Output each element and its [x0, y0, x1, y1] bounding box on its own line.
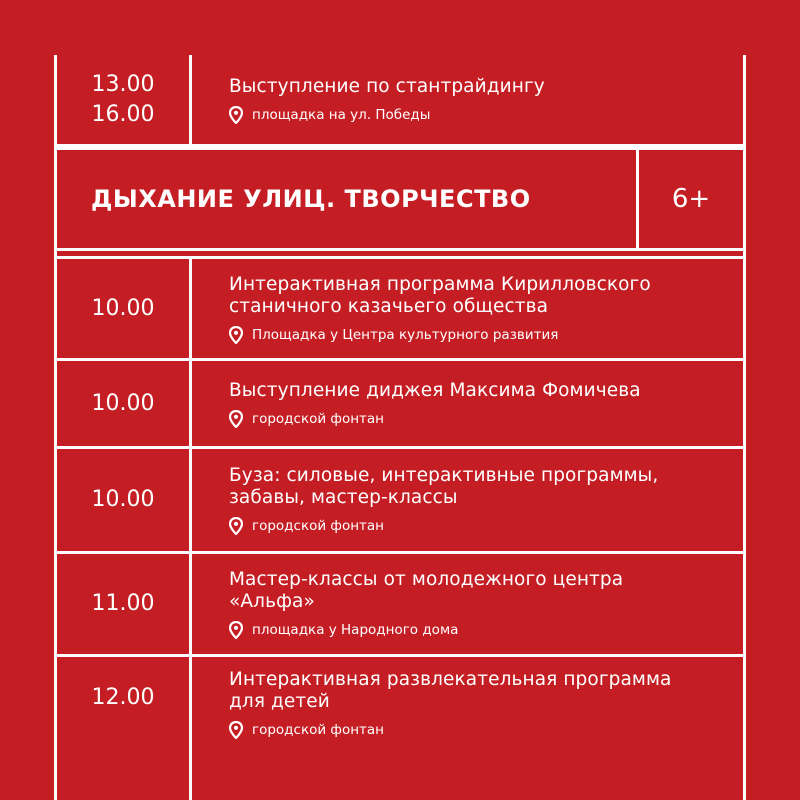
info-cell — [192, 449, 743, 551]
age-rating: 6+ — [636, 150, 743, 248]
event-time: 10.00 — [57, 361, 192, 446]
info-cell — [192, 554, 743, 654]
event-title: Выступление по стантрайдингу — [229, 75, 545, 97]
info-cell — [192, 361, 743, 446]
schedule-row — [57, 256, 743, 361]
event-time-start: 13.00 — [91, 71, 155, 97]
map-pin-icon — [229, 410, 243, 428]
event-time: 11.00 — [57, 554, 192, 654]
schedule-row-top — [57, 55, 743, 147]
event-place — [229, 326, 743, 344]
schedule-row — [57, 551, 743, 657]
info-cell — [192, 657, 743, 800]
schedule-row — [57, 358, 743, 449]
event-place-text: городской фонтан — [252, 722, 385, 738]
schedule-row — [57, 654, 743, 800]
event-place-text: Площадка у Центра культурного развития — [252, 326, 559, 343]
event-place-text: площадка у Народного дома — [252, 622, 459, 638]
event-time-end: 16.00 — [91, 101, 155, 127]
section-header — [57, 147, 743, 251]
schedule-row — [57, 446, 743, 554]
event-title-line: забавы, мастер-классы — [229, 487, 458, 508]
map-pin-icon — [229, 106, 243, 124]
event-time: 10.00 — [57, 259, 192, 358]
event-title-line: «Альфа» — [229, 591, 315, 612]
event-title-line: станичного казачьего общества — [229, 295, 549, 317]
section-title: ДЫХАНИЕ УЛИЦ. ТВОРЧЕСТВО — [91, 185, 531, 213]
event-place-text: площадка на ул. Победы — [252, 106, 431, 123]
event-title-line: Интерактивная развлекательная программа — [229, 669, 672, 690]
event-time: 10.00 — [57, 449, 192, 551]
event-place-text: городской фонтан — [252, 518, 385, 534]
map-pin-icon — [229, 621, 243, 639]
time-cell — [57, 55, 192, 144]
event-title-line: Интерактивная программа Кирилловского — [229, 273, 651, 295]
event-time: 12.00 — [57, 657, 192, 800]
event-title-line: Выступление диджея Максима Фомичева — [229, 379, 641, 401]
schedule-grid — [54, 55, 746, 800]
event-place — [229, 410, 743, 428]
event-title-line: для детей — [229, 691, 330, 712]
info-cell — [192, 259, 743, 358]
event-place-text: городской фонтан — [252, 410, 385, 427]
event-place — [229, 621, 743, 639]
map-pin-icon — [229, 517, 243, 535]
map-pin-icon — [229, 326, 243, 344]
map-pin-icon — [229, 721, 243, 739]
event-place — [229, 721, 743, 739]
event-place — [229, 517, 743, 535]
event-title-line: Буза: силовые, интерактивные программы, — [229, 465, 659, 486]
info-cell — [192, 55, 743, 144]
event-place — [229, 106, 743, 124]
event-title-line: Мастер-классы от молодежного центра — [229, 569, 624, 590]
